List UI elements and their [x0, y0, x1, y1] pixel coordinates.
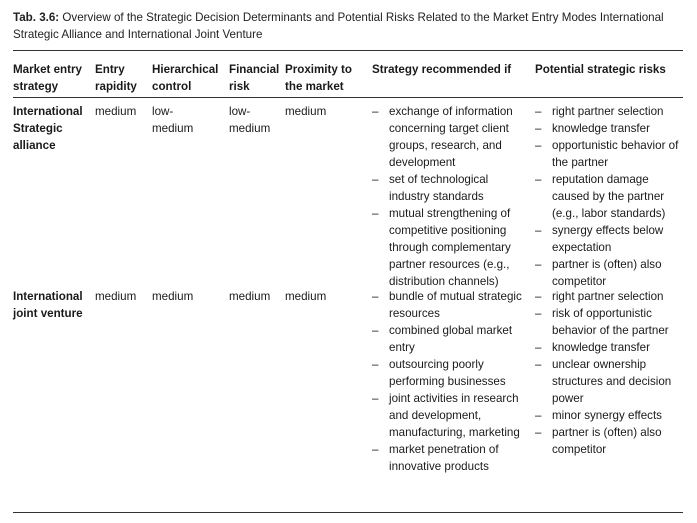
header-rule: [13, 97, 683, 98]
list-item: – right partner selection: [535, 288, 685, 305]
list-item: – right partner selection: [535, 103, 685, 120]
row-financial: low-medium: [229, 105, 271, 135]
row-financial: medium: [229, 290, 271, 303]
risks-list: [535, 103, 685, 290]
top-rule: [13, 50, 683, 51]
header-recommended: Strategy recommended if: [372, 63, 512, 76]
row-strategy: International Strategic alliance: [13, 105, 83, 152]
header-strategy: Market entry strategy: [13, 63, 82, 93]
header-risks: Potential strategic risks: [535, 63, 666, 76]
header-financial: Financial risk: [229, 63, 280, 93]
row-proximity: medium: [285, 290, 327, 303]
row-strategy: International joint venture: [13, 290, 83, 320]
row-hierarchical: medium: [152, 290, 194, 303]
row-proximity: medium: [285, 105, 327, 118]
list-item: – combined global market entry: [372, 322, 530, 356]
table-caption: [13, 9, 683, 43]
caption-label: Tab. 3.6:: [13, 11, 60, 24]
row-hierarchical: low-medium: [152, 105, 194, 135]
list-item: – set of technological industry standards: [372, 171, 530, 205]
list-item: – opportunistic behavior of the partner: [535, 137, 685, 171]
list-item: – joint activities in research and development, manufacturing, marketing: [372, 390, 530, 441]
bottom-rule: [13, 512, 683, 513]
header-rapidity: Entry rapidity: [95, 63, 137, 93]
list-item: – bundle of mutual strategic resources: [372, 288, 530, 322]
list-item: – partner is (often) also competitor: [535, 424, 685, 458]
recommended-list: [372, 288, 530, 475]
header-hierarchical: Hierarchical control: [152, 63, 219, 93]
list-item: – reputation damage caused by the partner (e.g., labor standards): [535, 171, 685, 222]
list-item: – partner is (often) also competitor: [535, 256, 685, 290]
list-item: – knowledge transfer: [535, 120, 685, 137]
header-proximity: Proximity to the market: [285, 63, 352, 93]
list-item: – synergy effects below expectation: [535, 222, 685, 256]
list-item: – knowledge transfer: [535, 339, 685, 356]
list-item: – exchange of information concerning target client groups, research, and development: [372, 103, 530, 171]
list-item: – mutual strengthening of competitive positioning through complementary partner resources (e.g., distribution channels): [372, 205, 530, 290]
risks-list: [535, 288, 685, 458]
list-item: – outsourcing poorly performing businesses: [372, 356, 530, 390]
list-item: – risk of opportunistic behavior of the partner: [535, 305, 685, 339]
caption-text: Overview of the Strategic Decision Determinants and Potential Risks Related to the Market Entry Modes International Strategic Alliance and International Joint Venture: [13, 11, 664, 41]
recommended-list: [372, 103, 530, 290]
list-item: – unclear ownership structures and decision power: [535, 356, 685, 407]
row-rapidity: medium: [95, 105, 137, 118]
list-item: – market penetration of innovative products: [372, 441, 530, 475]
row-rapidity: medium: [95, 290, 137, 303]
list-item: – minor synergy effects: [535, 407, 685, 424]
